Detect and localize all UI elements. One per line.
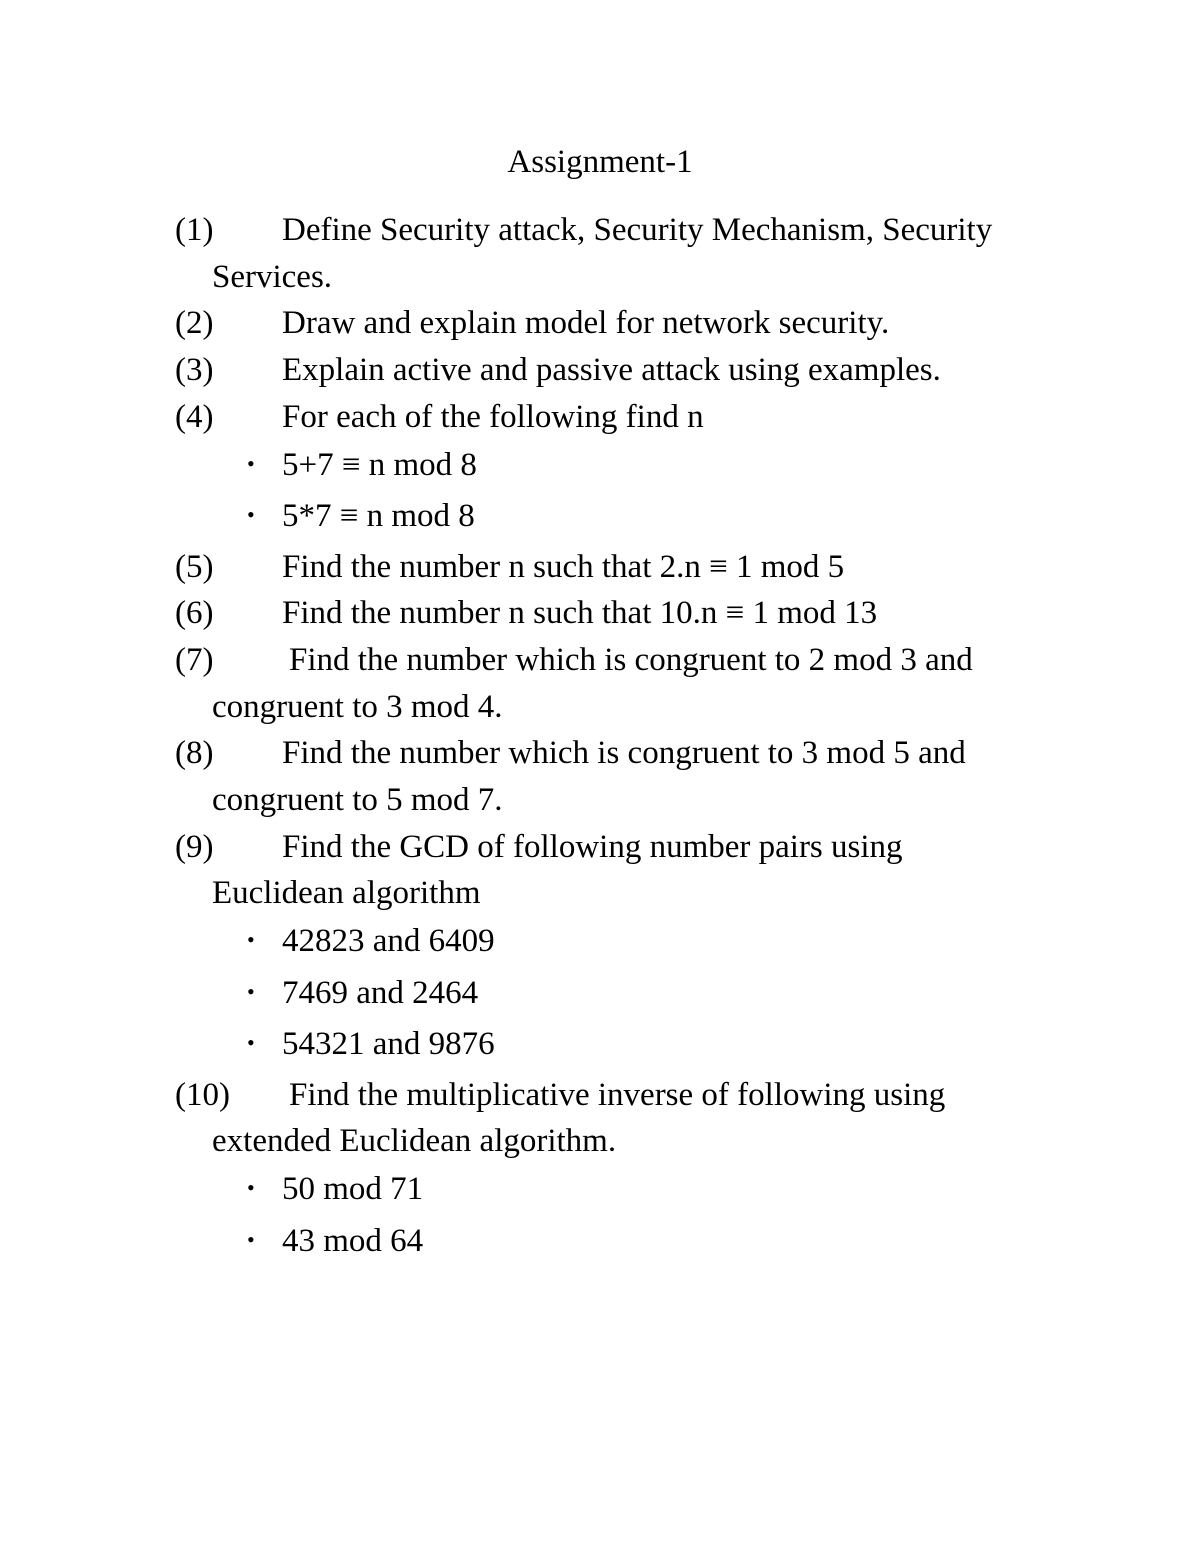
question-number: (5) xyxy=(175,548,214,585)
bullet-icon: • xyxy=(247,502,255,528)
question-number: (6) xyxy=(175,595,214,632)
list-item xyxy=(175,441,1075,493)
bullet-list xyxy=(175,1165,1075,1268)
question-3 xyxy=(175,347,1075,394)
question-text: Find the multiplicative inverse of following using xyxy=(289,1076,946,1113)
question-continuation: extended Euclidean algorithm. xyxy=(212,1123,617,1160)
list-item xyxy=(175,1165,1075,1217)
question-continuation: Services. xyxy=(212,258,333,295)
bullet-list xyxy=(175,917,1075,1072)
bullet-text: 43 mod 64 xyxy=(282,1222,424,1259)
bullet-list xyxy=(175,441,1075,544)
question-number: (8) xyxy=(175,735,214,772)
question-6 xyxy=(175,590,1075,637)
question-10 xyxy=(175,1072,1075,1268)
bullet-text: 50 mod 71 xyxy=(282,1171,424,1208)
question-8 xyxy=(175,730,1075,823)
question-5 xyxy=(175,544,1075,591)
bullet-icon: • xyxy=(247,978,255,1004)
question-7 xyxy=(175,637,1075,730)
question-number: (1) xyxy=(175,212,214,248)
question-text: Find the number n such that 10.n ≡ 1 mod 13 xyxy=(282,595,878,632)
list-item xyxy=(175,492,1075,544)
bullet-text: 5*7 ≡ n mod 8 xyxy=(282,498,475,535)
question-number: (3) xyxy=(175,352,214,389)
page-title: Assignment-1 xyxy=(507,144,693,180)
question-text: Explain active and passive attack using examples. xyxy=(282,352,941,389)
bullet-icon: • xyxy=(247,450,255,476)
list-item xyxy=(175,917,1075,969)
list-item xyxy=(175,1020,1075,1072)
question-text: Define Security attack, Security Mechanism, Security xyxy=(282,212,993,248)
question-continuation: congruent to 5 mod 7. xyxy=(212,782,503,819)
bullet-icon: • xyxy=(247,927,255,953)
question-text: Find the number which is congruent to 3 mod 5 and xyxy=(282,735,966,772)
question-text: Find the number which is congruent to 2 mod 3 and xyxy=(289,641,973,678)
question-text: Draw and explain model for network security. xyxy=(282,305,890,342)
question-list xyxy=(175,207,1075,1268)
question-continuation: congruent to 3 mod 4. xyxy=(212,688,503,725)
bullet-icon: • xyxy=(247,1226,255,1252)
question-number: (9) xyxy=(175,828,214,865)
question-number: (2) xyxy=(175,305,214,342)
bullet-text: 7469 and 2464 xyxy=(282,974,479,1011)
list-item xyxy=(175,1217,1075,1269)
question-number: (4) xyxy=(175,398,214,435)
bullet-text: 42823 and 6409 xyxy=(282,923,495,960)
bullet-text: 54321 and 9876 xyxy=(282,1026,495,1063)
question-number: (10) xyxy=(175,1076,230,1113)
question-2 xyxy=(175,300,1075,347)
question-9 xyxy=(175,824,1075,1072)
question-4 xyxy=(175,394,1075,544)
bullet-icon: • xyxy=(247,1030,255,1056)
list-item xyxy=(175,969,1075,1021)
bullet-text: 5+7 ≡ n mod 8 xyxy=(282,446,477,483)
question-continuation: Euclidean algorithm xyxy=(212,875,481,912)
bullet-icon: • xyxy=(247,1175,255,1201)
question-1 xyxy=(175,207,1075,300)
question-text: Find the number n such that 2.n ≡ 1 mod 5 xyxy=(282,548,845,585)
question-text: For each of the following find n xyxy=(282,398,704,435)
question-text: Find the GCD of following number pairs using xyxy=(282,828,903,865)
question-number: (7) xyxy=(175,641,214,678)
